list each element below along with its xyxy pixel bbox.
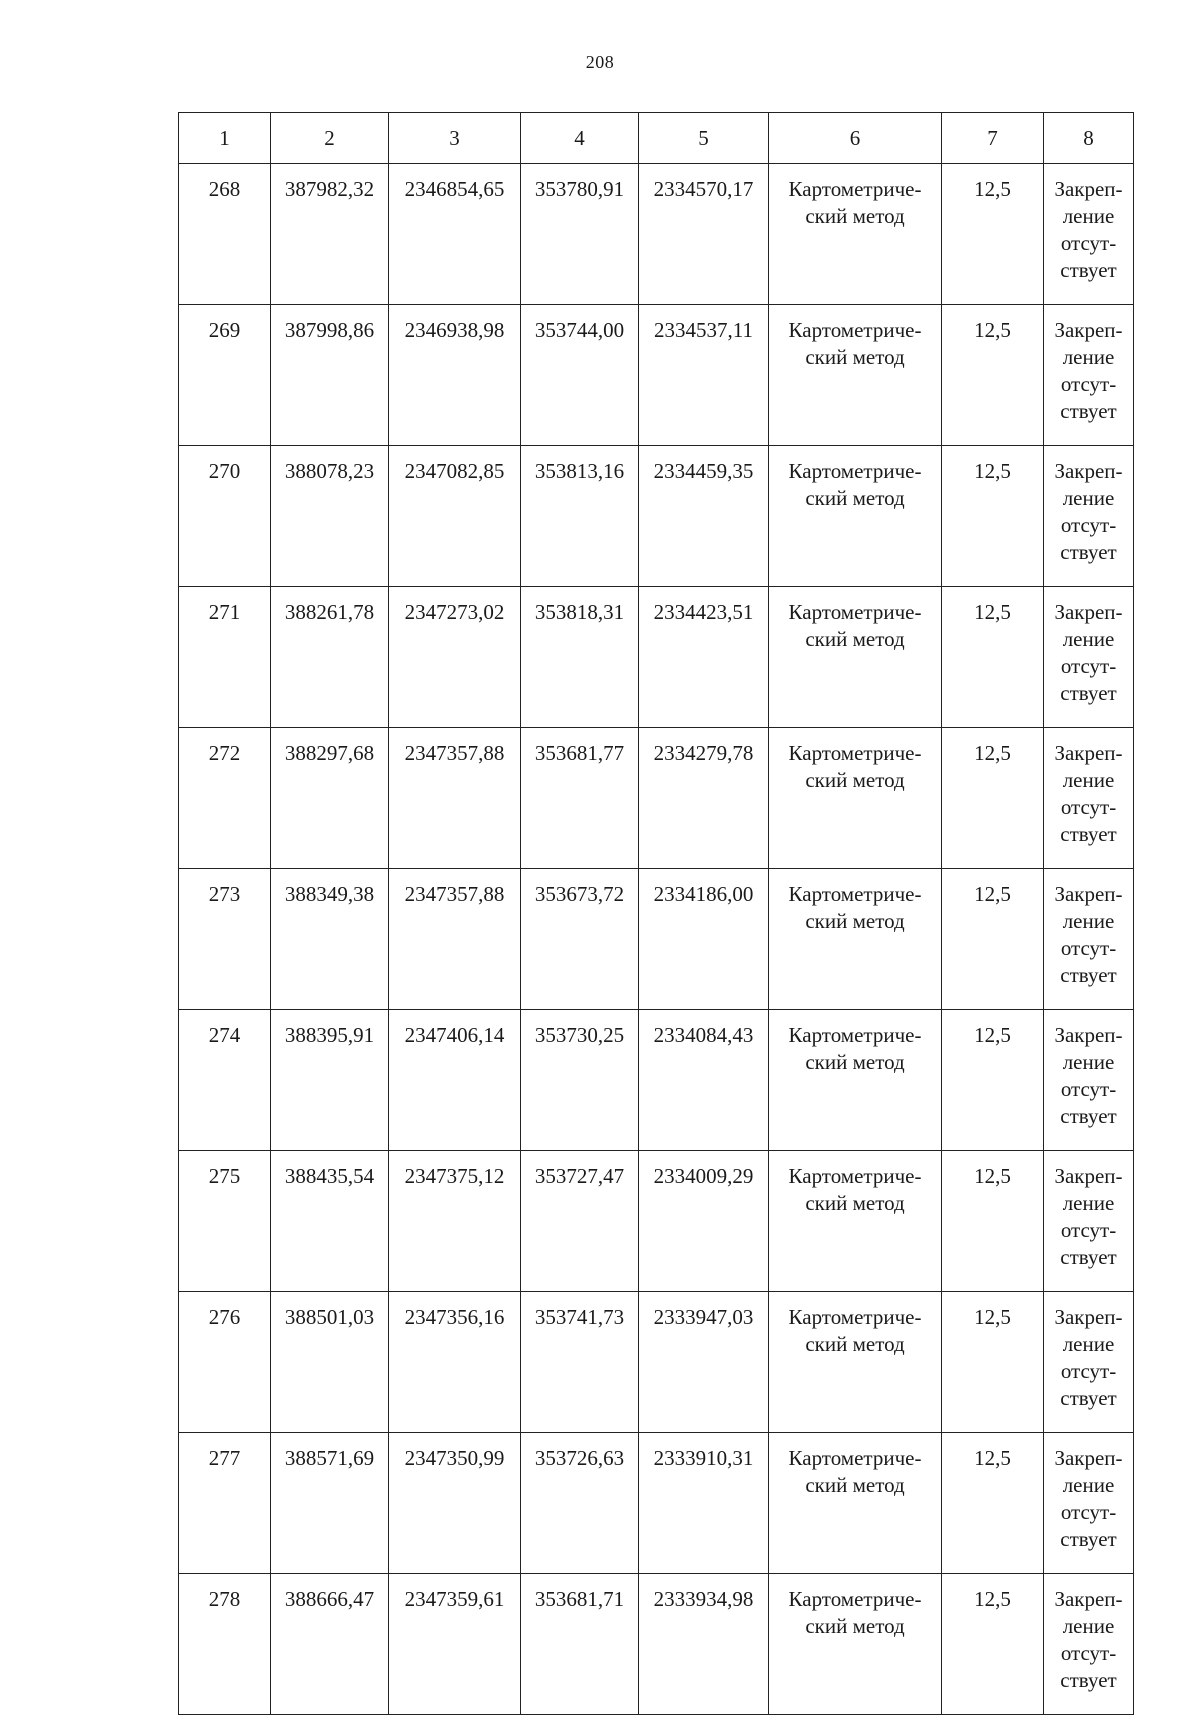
cell-fixing	[1044, 728, 1134, 869]
cell-col-3: 2347273,02	[389, 587, 521, 728]
cell-col-2: 388435,54	[271, 1151, 389, 1292]
table-row	[179, 446, 1134, 587]
method-line-2: ский метод	[805, 1191, 905, 1215]
method-line-2: ский метод	[805, 345, 905, 369]
cell-col-2: 388666,47	[271, 1574, 389, 1715]
cell-col-4: 353818,31	[521, 587, 639, 728]
cell-method	[769, 587, 942, 728]
cell-col-5: 2334186,00	[639, 869, 769, 1010]
cell-col-2: 388571,69	[271, 1433, 389, 1574]
fixing-line-4: ствует	[1060, 1527, 1117, 1551]
fixing-line-1: Закреп-	[1054, 600, 1123, 624]
cell-col-3: 2346938,98	[389, 305, 521, 446]
cell-col-4: 353726,63	[521, 1433, 639, 1574]
cell-point-number: 272	[179, 728, 271, 869]
cell-col-4: 353730,25	[521, 1010, 639, 1151]
method-line-2: ский метод	[805, 1473, 905, 1497]
cell-col-2: 388297,68	[271, 728, 389, 869]
cell-col-5: 2334570,17	[639, 164, 769, 305]
fixing-line-3: отсут-	[1060, 1641, 1117, 1665]
cell-col-5: 2334423,51	[639, 587, 769, 728]
cell-col-2: 387998,86	[271, 305, 389, 446]
method-line-2: ский метод	[805, 627, 905, 651]
cell-col-3: 2347356,16	[389, 1292, 521, 1433]
cell-fixing	[1044, 1010, 1134, 1151]
method-line-1: Картометриче-	[788, 1164, 922, 1188]
cell-col-7: 12,5	[942, 164, 1044, 305]
cell-method	[769, 1292, 942, 1433]
cell-point-number: 278	[179, 1574, 271, 1715]
cell-col-2: 387982,32	[271, 164, 389, 305]
fixing-line-3: отсут-	[1060, 372, 1117, 396]
cell-method	[769, 1574, 942, 1715]
cell-method	[769, 728, 942, 869]
method-line-1: Картометриче-	[788, 882, 922, 906]
cell-point-number: 274	[179, 1010, 271, 1151]
fixing-line-4: ствует	[1060, 399, 1117, 423]
cell-col-3: 2347350,99	[389, 1433, 521, 1574]
method-line-2: ский метод	[805, 204, 905, 228]
column-header-5: 5	[639, 113, 769, 164]
table-header-row	[179, 113, 1134, 164]
fixing-line-4: ствует	[1060, 1245, 1117, 1269]
cell-col-7: 12,5	[942, 1574, 1044, 1715]
method-line-2: ский метод	[805, 1332, 905, 1356]
fixing-line-3: отсут-	[1060, 795, 1117, 819]
cell-col-4: 353727,47	[521, 1151, 639, 1292]
column-header-2: 2	[271, 113, 389, 164]
column-header-3: 3	[389, 113, 521, 164]
cell-col-3: 2347082,85	[389, 446, 521, 587]
cell-fixing	[1044, 1433, 1134, 1574]
cell-col-4: 353813,16	[521, 446, 639, 587]
table-row	[179, 587, 1134, 728]
cell-col-3: 2346854,65	[389, 164, 521, 305]
fixing-line-4: ствует	[1060, 1104, 1117, 1128]
fixing-line-1: Закреп-	[1054, 318, 1123, 342]
table-row	[179, 728, 1134, 869]
fixing-line-2: ление	[1062, 1050, 1115, 1074]
method-line-1: Картометриче-	[788, 1446, 922, 1470]
cell-col-5: 2333910,31	[639, 1433, 769, 1574]
fixing-line-2: ление	[1062, 1614, 1115, 1638]
cell-col-4: 353673,72	[521, 869, 639, 1010]
method-line-1: Картометриче-	[788, 1587, 922, 1611]
fixing-line-2: ление	[1062, 909, 1115, 933]
table-row	[179, 1433, 1134, 1574]
cell-col-4: 353681,77	[521, 728, 639, 869]
cell-point-number: 269	[179, 305, 271, 446]
fixing-line-1: Закреп-	[1054, 177, 1123, 201]
fixing-line-4: ствует	[1060, 1386, 1117, 1410]
cell-method	[769, 1433, 942, 1574]
fixing-line-4: ствует	[1060, 540, 1117, 564]
cell-col-5: 2333947,03	[639, 1292, 769, 1433]
cell-fixing	[1044, 869, 1134, 1010]
cell-col-5: 2334279,78	[639, 728, 769, 869]
cell-col-7: 12,5	[942, 305, 1044, 446]
cell-col-2: 388349,38	[271, 869, 389, 1010]
cell-col-4: 353780,91	[521, 164, 639, 305]
cell-col-7: 12,5	[942, 587, 1044, 728]
fixing-line-1: Закреп-	[1054, 459, 1123, 483]
cell-col-2: 388501,03	[271, 1292, 389, 1433]
method-line-1: Картометриче-	[788, 1305, 922, 1329]
cell-method	[769, 446, 942, 587]
page-number: 208	[585, 52, 615, 72]
fixing-line-1: Закреп-	[1054, 741, 1123, 765]
cell-col-2: 388261,78	[271, 587, 389, 728]
table-row	[179, 1292, 1134, 1433]
fixing-line-3: отсут-	[1060, 1500, 1117, 1524]
table-row	[179, 1151, 1134, 1292]
cell-col-2: 388078,23	[271, 446, 389, 587]
fixing-line-3: отсут-	[1060, 936, 1117, 960]
fixing-line-2: ление	[1062, 1191, 1115, 1215]
fixing-line-2: ление	[1062, 486, 1115, 510]
method-line-1: Картометриче-	[788, 177, 922, 201]
fixing-line-2: ление	[1062, 768, 1115, 792]
cell-point-number: 273	[179, 869, 271, 1010]
cell-point-number: 270	[179, 446, 271, 587]
cell-col-4: 353744,00	[521, 305, 639, 446]
method-line-1: Картометриче-	[788, 1023, 922, 1047]
cell-col-3: 2347406,14	[389, 1010, 521, 1151]
method-line-1: Картометриче-	[788, 459, 922, 483]
fixing-line-3: отсут-	[1060, 1218, 1117, 1242]
fixing-line-1: Закреп-	[1054, 882, 1123, 906]
cell-point-number: 271	[179, 587, 271, 728]
table-row	[179, 869, 1134, 1010]
cell-method	[769, 869, 942, 1010]
table-row	[179, 164, 1134, 305]
fixing-line-3: отсут-	[1060, 1359, 1117, 1383]
cell-point-number: 276	[179, 1292, 271, 1433]
cell-point-number: 268	[179, 164, 271, 305]
cell-fixing	[1044, 164, 1134, 305]
fixing-line-2: ление	[1062, 1473, 1115, 1497]
cell-fixing	[1044, 305, 1134, 446]
cell-col-3: 2347359,61	[389, 1574, 521, 1715]
fixing-line-1: Закреп-	[1054, 1164, 1123, 1188]
method-line-2: ский метод	[805, 486, 905, 510]
table-row	[179, 1574, 1134, 1715]
cell-method	[769, 1151, 942, 1292]
cell-col-5: 2334084,43	[639, 1010, 769, 1151]
method-line-2: ский метод	[805, 909, 905, 933]
cell-col-7: 12,5	[942, 1010, 1044, 1151]
cell-point-number: 277	[179, 1433, 271, 1574]
cell-fixing	[1044, 1292, 1134, 1433]
cell-fixing	[1044, 587, 1134, 728]
column-header-6: 6	[769, 113, 942, 164]
cell-col-5: 2334009,29	[639, 1151, 769, 1292]
table-row	[179, 305, 1134, 446]
cell-col-3: 2347375,12	[389, 1151, 521, 1292]
fixing-line-4: ствует	[1060, 822, 1117, 846]
cell-fixing	[1044, 446, 1134, 587]
fixing-line-3: отсут-	[1060, 654, 1117, 678]
cell-col-7: 12,5	[942, 1433, 1044, 1574]
cell-fixing	[1044, 1574, 1134, 1715]
fixing-line-1: Закреп-	[1054, 1023, 1123, 1047]
cell-col-7: 12,5	[942, 728, 1044, 869]
cell-col-4: 353681,71	[521, 1574, 639, 1715]
cell-col-7: 12,5	[942, 1151, 1044, 1292]
fixing-line-3: отсут-	[1060, 513, 1117, 537]
fixing-line-2: ление	[1062, 204, 1115, 228]
column-header-7: 7	[942, 113, 1044, 164]
column-header-8: 8	[1044, 113, 1134, 164]
fixing-line-2: ление	[1062, 345, 1115, 369]
cell-col-7: 12,5	[942, 1292, 1044, 1433]
method-line-1: Картометриче-	[788, 318, 922, 342]
fixing-line-4: ствует	[1060, 963, 1117, 987]
cell-fixing	[1044, 1151, 1134, 1292]
cell-col-5: 2334537,11	[639, 305, 769, 446]
fixing-line-1: Закреп-	[1054, 1446, 1123, 1470]
coordinates-table	[178, 112, 1134, 1715]
fixing-line-2: ление	[1062, 1332, 1115, 1356]
cell-col-3: 2347357,88	[389, 728, 521, 869]
table-body	[179, 164, 1134, 1715]
cell-col-5: 2334459,35	[639, 446, 769, 587]
cell-method	[769, 305, 942, 446]
table-row	[179, 1010, 1134, 1151]
method-line-1: Картометриче-	[788, 600, 922, 624]
fixing-line-4: ствует	[1060, 1668, 1117, 1692]
fixing-line-1: Закреп-	[1054, 1587, 1123, 1611]
column-header-4: 4	[521, 113, 639, 164]
method-line-2: ский метод	[805, 1614, 905, 1638]
fixing-line-4: ствует	[1060, 258, 1117, 282]
method-line-1: Картометриче-	[788, 741, 922, 765]
cell-point-number: 275	[179, 1151, 271, 1292]
cell-col-4: 353741,73	[521, 1292, 639, 1433]
cell-col-7: 12,5	[942, 869, 1044, 1010]
cell-method	[769, 1010, 942, 1151]
fixing-line-3: отсут-	[1060, 231, 1117, 255]
cell-col-7: 12,5	[942, 446, 1044, 587]
method-line-2: ский метод	[805, 768, 905, 792]
cell-col-5: 2333934,98	[639, 1574, 769, 1715]
fixing-line-3: отсут-	[1060, 1077, 1117, 1101]
cell-col-3: 2347357,88	[389, 869, 521, 1010]
column-header-1: 1	[179, 113, 271, 164]
fixing-line-4: ствует	[1060, 681, 1117, 705]
fixing-line-1: Закреп-	[1054, 1305, 1123, 1329]
cell-col-2: 388395,91	[271, 1010, 389, 1151]
fixing-line-2: ление	[1062, 627, 1115, 651]
method-line-2: ский метод	[805, 1050, 905, 1074]
cell-method	[769, 164, 942, 305]
